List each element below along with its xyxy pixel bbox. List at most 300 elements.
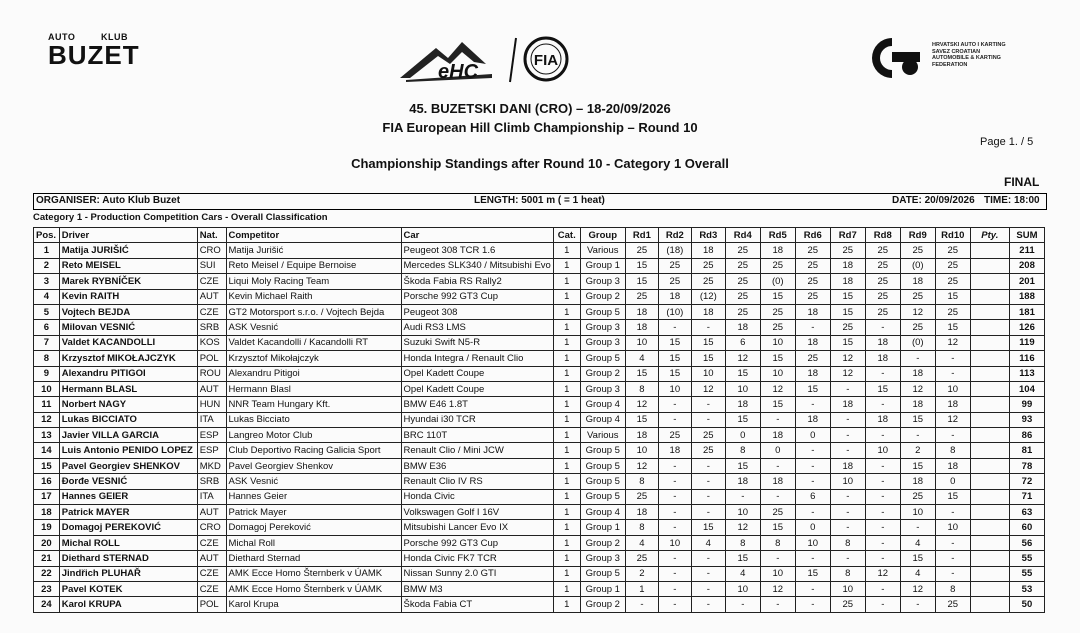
pos-cell: 15	[34, 458, 60, 473]
col-header: SUM	[1009, 228, 1044, 243]
round-points-cell: -	[865, 474, 900, 489]
page-number: Page 1. / 5	[980, 136, 1034, 148]
logo-buzet-text: BUZET	[48, 40, 140, 70]
round-points-cell: 2	[900, 443, 935, 458]
round-points-cell: 15	[625, 412, 658, 427]
date-text: DATE: 20/09/2026	[892, 195, 975, 206]
group-cell: Group 2	[580, 289, 625, 304]
table-row	[34, 535, 1045, 550]
nat-cell: KOS	[197, 335, 226, 350]
round-points-cell: 4	[900, 535, 935, 550]
penalty-cell	[970, 443, 1009, 458]
logo-auto-text: AUTO	[48, 32, 76, 42]
round-points-cell: -	[760, 551, 795, 566]
round-points-cell: -	[625, 597, 658, 612]
round-points-cell: 15	[725, 551, 760, 566]
logo-klub-text: KLUB	[101, 32, 128, 42]
table-row	[34, 366, 1045, 381]
table-row	[34, 505, 1045, 520]
round-points-cell: -	[691, 474, 725, 489]
group-cell: Group 5	[580, 304, 625, 319]
driver-cell: Karol KRUPA	[59, 597, 197, 612]
round-points-cell: 18	[691, 304, 725, 319]
length-text: LENGTH: 5001 m ( = 1 heat)	[474, 195, 605, 206]
table-row	[34, 258, 1045, 273]
round-points-cell: 25	[658, 428, 691, 443]
round-points-cell: 18	[691, 243, 725, 258]
round-points-cell: -	[830, 443, 865, 458]
group-cell: Group 1	[580, 258, 625, 273]
round-points-cell: 15	[935, 320, 970, 335]
round-points-cell: 10	[760, 566, 795, 581]
round-points-cell: 25	[935, 597, 970, 612]
pos-cell: 10	[34, 381, 60, 396]
round-points-cell: 15	[691, 520, 725, 535]
round-points-cell: -	[830, 505, 865, 520]
round-points-cell: 8	[935, 443, 970, 458]
car-cell: Honda Civic FK7 TCR	[401, 551, 553, 566]
col-header: Rd1	[625, 228, 658, 243]
round-points-cell: 25	[725, 289, 760, 304]
round-points-cell: -	[865, 581, 900, 596]
round-points-cell: -	[900, 520, 935, 535]
penalty-cell	[970, 274, 1009, 289]
final-status: FINAL	[1004, 175, 1040, 189]
round-points-cell: 10	[725, 381, 760, 396]
round-points-cell: 10	[935, 520, 970, 535]
car-cell: Opel Kadett Coupe	[401, 381, 553, 396]
round-points-cell: 25	[935, 243, 970, 258]
pos-cell: 7	[34, 335, 60, 350]
table-row	[34, 597, 1045, 612]
round-points-cell: 15	[900, 551, 935, 566]
round-points-cell: 12	[760, 381, 795, 396]
competitor-cell: Domagoj Pereković	[226, 520, 401, 535]
round-points-cell: 8	[830, 566, 865, 581]
round-points-cell: 18	[900, 366, 935, 381]
driver-cell: Luis Antonio PENIDO LOPEZ	[59, 443, 197, 458]
car-cell: Renault Clio IV RS	[401, 474, 553, 489]
round-points-cell: 12	[900, 581, 935, 596]
pos-cell: 11	[34, 397, 60, 412]
competitor-cell: AMK Ecce Homo Šternberk v ÚAMK	[226, 566, 401, 581]
driver-cell: Alexandru PITIGOI	[59, 366, 197, 381]
round-points-cell: -	[658, 458, 691, 473]
round-points-cell: 18	[795, 304, 830, 319]
table-header-row	[34, 228, 1045, 243]
col-header: Group	[580, 228, 625, 243]
round-points-cell: 6	[725, 335, 760, 350]
round-points-cell: -	[658, 551, 691, 566]
round-points-cell: 10	[900, 505, 935, 520]
col-header: Rd4	[725, 228, 760, 243]
round-points-cell: 15	[691, 351, 725, 366]
round-points-cell: -	[865, 428, 900, 443]
group-cell: Various	[580, 243, 625, 258]
championship-title: FIA European Hill Climb Championship – Round 10	[382, 120, 698, 135]
round-points-cell: 8	[725, 535, 760, 550]
car-cell: Mitsubishi Lancer Evo IX	[401, 520, 553, 535]
cat-cell: 1	[553, 581, 580, 596]
penalty-cell	[970, 366, 1009, 381]
competitor-cell: Reto Meisel / Equipe Bernoise	[226, 258, 401, 273]
round-points-cell: 4	[625, 351, 658, 366]
sum-cell: 53	[1009, 581, 1044, 596]
round-points-cell: -	[830, 412, 865, 427]
table-row	[34, 335, 1045, 350]
round-points-cell: -	[830, 551, 865, 566]
pos-cell: 2	[34, 258, 60, 273]
nat-cell: SRB	[197, 474, 226, 489]
sum-cell: 55	[1009, 551, 1044, 566]
nat-cell: POL	[197, 597, 226, 612]
car-cell: BRC 110T	[401, 428, 553, 443]
driver-cell: Valdet KACANDOLLI	[59, 335, 197, 350]
table-row	[34, 289, 1045, 304]
round-points-cell: 25	[865, 258, 900, 273]
category-title: Category 1 - Production Competition Cars - Overall Classification	[33, 212, 328, 223]
sum-cell: 211	[1009, 243, 1044, 258]
sum-cell: 188	[1009, 289, 1044, 304]
round-points-cell: 10	[760, 335, 795, 350]
round-points-cell: 10	[658, 381, 691, 396]
penalty-cell	[970, 381, 1009, 396]
time-text: TIME: 18:00	[984, 195, 1040, 206]
round-points-cell: (12)	[691, 289, 725, 304]
round-points-cell: 18	[830, 458, 865, 473]
round-points-cell: -	[795, 505, 830, 520]
table-row	[34, 551, 1045, 566]
round-points-cell: -	[658, 397, 691, 412]
federation-emblem-icon	[862, 34, 924, 80]
penalty-cell	[970, 566, 1009, 581]
cat-cell: 1	[553, 274, 580, 289]
pos-cell: 13	[34, 428, 60, 443]
round-points-cell: 18	[900, 274, 935, 289]
competitor-cell: Pavel Georgiev Shenkov	[226, 458, 401, 473]
cat-cell: 1	[553, 366, 580, 381]
round-points-cell: -	[865, 520, 900, 535]
group-cell: Group 1	[580, 581, 625, 596]
competitor-cell: Valdet Kacandolli / Kacandolli RT	[226, 335, 401, 350]
driver-cell: Domagoj PEREKOVIĆ	[59, 520, 197, 535]
sum-cell: 126	[1009, 320, 1044, 335]
round-points-cell: 25	[760, 505, 795, 520]
round-points-cell: 25	[691, 443, 725, 458]
nat-cell: ITA	[197, 412, 226, 427]
round-points-cell: -	[658, 520, 691, 535]
round-points-cell: 25	[760, 304, 795, 319]
pos-cell: 5	[34, 304, 60, 319]
round-points-cell: 8	[625, 381, 658, 396]
round-points-cell: 15	[865, 381, 900, 396]
round-points-cell: 15	[830, 289, 865, 304]
pos-cell: 20	[34, 535, 60, 550]
round-points-cell: 18	[625, 304, 658, 319]
round-points-cell: 25	[625, 289, 658, 304]
nat-cell: ESP	[197, 443, 226, 458]
round-points-cell: 15	[691, 335, 725, 350]
standings-title: Championship Standings after Round 10 - Category 1 Overall	[351, 156, 729, 171]
round-points-cell: 4	[900, 566, 935, 581]
group-cell: Group 5	[580, 566, 625, 581]
auto-klub-buzet-logo	[48, 32, 140, 88]
round-points-cell: 15	[725, 412, 760, 427]
round-points-cell: 15	[935, 489, 970, 504]
car-cell: Suzuki Swift N5-R	[401, 335, 553, 350]
round-points-cell: -	[658, 412, 691, 427]
car-cell: BMW E46 1.8T	[401, 397, 553, 412]
round-points-cell: 10	[625, 335, 658, 350]
penalty-cell	[970, 520, 1009, 535]
pos-cell: 12	[34, 412, 60, 427]
competitor-cell: Liqui Moly Racing Team	[226, 274, 401, 289]
driver-cell: Vojtech BEJDA	[59, 304, 197, 319]
sum-cell: 71	[1009, 489, 1044, 504]
sum-cell: 63	[1009, 505, 1044, 520]
round-points-cell: 12	[900, 381, 935, 396]
cat-cell: 1	[553, 458, 580, 473]
nat-cell: AUT	[197, 289, 226, 304]
cat-cell: 1	[553, 489, 580, 504]
car-cell: Hyundai i30 TCR	[401, 412, 553, 427]
group-cell: Group 5	[580, 458, 625, 473]
nat-cell: HUN	[197, 397, 226, 412]
col-header: Car	[401, 228, 553, 243]
cat-cell: 1	[553, 535, 580, 550]
sum-cell: 113	[1009, 366, 1044, 381]
hakms-logo	[862, 34, 1022, 84]
round-points-cell: -	[935, 505, 970, 520]
col-header: Nat.	[197, 228, 226, 243]
round-points-cell: 18	[795, 412, 830, 427]
cat-cell: 1	[553, 474, 580, 489]
standings-table	[33, 227, 1045, 613]
round-points-cell: 10	[760, 366, 795, 381]
round-points-cell: -	[691, 458, 725, 473]
car-cell: Porsche 992 GT3 Cup	[401, 289, 553, 304]
round-points-cell: 18	[625, 320, 658, 335]
round-points-cell: 0	[760, 443, 795, 458]
round-points-cell: 0	[795, 520, 830, 535]
round-points-cell: 25	[935, 274, 970, 289]
driver-cell: Krzysztof MIKOŁAJCZYK	[59, 351, 197, 366]
round-points-cell: 10	[830, 581, 865, 596]
driver-cell: Matija JURIŠIĆ	[59, 243, 197, 258]
round-points-cell: 10	[795, 535, 830, 550]
round-points-cell: -	[935, 535, 970, 550]
competitor-cell: GT2 Motorsport s.r.o. / Vojtech Bejda	[226, 304, 401, 319]
round-points-cell: 12	[625, 397, 658, 412]
sum-cell: 201	[1009, 274, 1044, 289]
driver-cell: Pavel KOTEK	[59, 581, 197, 596]
car-cell: Porsche 992 GT3 Cup	[401, 535, 553, 550]
sum-cell: 119	[1009, 335, 1044, 350]
penalty-cell	[970, 320, 1009, 335]
round-points-cell: 25	[865, 289, 900, 304]
round-points-cell: -	[795, 458, 830, 473]
penalty-cell	[970, 505, 1009, 520]
group-cell: Group 3	[580, 320, 625, 335]
cat-cell: 1	[553, 428, 580, 443]
car-cell: Volkswagen Golf I 16V	[401, 505, 553, 520]
round-points-cell: 25	[795, 258, 830, 273]
penalty-cell	[970, 258, 1009, 273]
round-points-cell: 4	[625, 535, 658, 550]
sum-cell: 81	[1009, 443, 1044, 458]
round-points-cell: 8	[935, 581, 970, 596]
round-points-cell: -	[935, 366, 970, 381]
competitor-cell: Hannes Geier	[226, 489, 401, 504]
table-row	[34, 351, 1045, 366]
round-points-cell: 25	[935, 258, 970, 273]
round-points-cell: 4	[725, 566, 760, 581]
round-points-cell: 18	[725, 397, 760, 412]
sum-cell: 72	[1009, 474, 1044, 489]
round-points-cell: 8	[830, 535, 865, 550]
round-points-cell: 18	[760, 243, 795, 258]
round-points-cell: 18	[900, 474, 935, 489]
ehc-text: eHC	[438, 61, 479, 83]
penalty-cell	[970, 474, 1009, 489]
round-points-cell: 25	[900, 489, 935, 504]
round-points-cell: (0)	[900, 335, 935, 350]
round-points-cell: 8	[760, 535, 795, 550]
round-points-cell: -	[725, 597, 760, 612]
round-points-cell: 25	[625, 243, 658, 258]
round-points-cell: -	[830, 381, 865, 396]
driver-cell: Diethard STERNAD	[59, 551, 197, 566]
round-points-cell: -	[725, 489, 760, 504]
round-points-cell: 18	[625, 428, 658, 443]
round-points-cell: -	[691, 597, 725, 612]
round-points-cell: -	[691, 551, 725, 566]
round-points-cell: 25	[795, 243, 830, 258]
col-header: Rd8	[865, 228, 900, 243]
cat-cell: 1	[553, 243, 580, 258]
competitor-cell: ASK Vesnić	[226, 320, 401, 335]
round-points-cell: -	[795, 581, 830, 596]
round-points-cell: -	[795, 320, 830, 335]
organiser-text: ORGANISER: Auto Klub Buzet	[36, 195, 181, 206]
table-row	[34, 274, 1045, 289]
round-points-cell: 15	[725, 366, 760, 381]
penalty-cell	[970, 412, 1009, 427]
col-header: Rd5	[760, 228, 795, 243]
round-points-cell: 15	[725, 458, 760, 473]
group-cell: Various	[580, 428, 625, 443]
table-row	[34, 243, 1045, 258]
sum-cell: 55	[1009, 566, 1044, 581]
round-points-cell: -	[795, 474, 830, 489]
penalty-cell	[970, 535, 1009, 550]
car-cell: Mercedes SLK340 / Mitsubishi Evo	[401, 258, 553, 273]
round-points-cell: 12	[830, 366, 865, 381]
col-header: Rd10	[935, 228, 970, 243]
cat-cell: 1	[553, 320, 580, 335]
competitor-cell: Michal Roll	[226, 535, 401, 550]
round-points-cell: 15	[795, 381, 830, 396]
round-points-cell: -	[658, 489, 691, 504]
nat-cell: MKD	[197, 458, 226, 473]
round-points-cell: -	[795, 397, 830, 412]
sum-cell: 86	[1009, 428, 1044, 443]
round-points-cell: 18	[865, 351, 900, 366]
round-points-cell: 25	[865, 304, 900, 319]
nat-cell: ITA	[197, 489, 226, 504]
nat-cell: AUT	[197, 381, 226, 396]
round-points-cell: 15	[625, 274, 658, 289]
penalty-cell	[970, 597, 1009, 612]
col-header: Cat.	[553, 228, 580, 243]
round-points-cell: 18	[795, 366, 830, 381]
sum-cell: 56	[1009, 535, 1044, 550]
penalty-cell	[970, 397, 1009, 412]
driver-cell: Marek RYBNÍČEK	[59, 274, 197, 289]
round-points-cell: 25	[865, 274, 900, 289]
driver-cell: Lukas BICCIATO	[59, 412, 197, 427]
col-header: Rd2	[658, 228, 691, 243]
cat-cell: 1	[553, 443, 580, 458]
pos-cell: 4	[34, 289, 60, 304]
round-points-cell: 18	[865, 335, 900, 350]
round-points-cell: (0)	[900, 258, 935, 273]
round-points-cell: -	[691, 412, 725, 427]
nat-cell: SUI	[197, 258, 226, 273]
round-points-cell: 10	[725, 581, 760, 596]
table-row	[34, 474, 1045, 489]
group-cell: Group 2	[580, 366, 625, 381]
driver-cell: Patrick MAYER	[59, 505, 197, 520]
round-points-cell: 18	[725, 320, 760, 335]
round-points-cell: 25	[900, 289, 935, 304]
group-cell: Group 5	[580, 443, 625, 458]
pos-cell: 19	[34, 520, 60, 535]
round-points-cell: -	[658, 597, 691, 612]
driver-cell: Milovan VESNIĆ	[59, 320, 197, 335]
round-points-cell: -	[830, 489, 865, 504]
car-cell: Honda Civic	[401, 489, 553, 504]
penalty-cell	[970, 243, 1009, 258]
sum-cell: 78	[1009, 458, 1044, 473]
round-points-cell: (10)	[658, 304, 691, 319]
round-points-cell: -	[935, 351, 970, 366]
competitor-cell: Hermann Blasl	[226, 381, 401, 396]
round-points-cell: 0	[935, 474, 970, 489]
federation-name-text: HRVATSKI AUTO I KARTING SAVEZ CROATIAN AUTOMOBILE & KARTING FEDERATION	[932, 42, 1006, 68]
car-cell: BMW M3	[401, 581, 553, 596]
cat-cell: 1	[553, 258, 580, 273]
car-cell: Nissan Sunny 2.0 GTI	[401, 566, 553, 581]
pos-cell: 23	[34, 581, 60, 596]
round-points-cell: -	[865, 320, 900, 335]
round-points-cell: 15	[658, 366, 691, 381]
round-points-cell: 18	[725, 474, 760, 489]
round-points-cell: 10	[625, 443, 658, 458]
round-points-cell: -	[830, 428, 865, 443]
round-points-cell: 25	[830, 597, 865, 612]
round-points-cell: 25	[625, 489, 658, 504]
driver-cell: Kevin RAITH	[59, 289, 197, 304]
round-points-cell: 15	[760, 289, 795, 304]
table-row	[34, 581, 1045, 596]
round-points-cell: 15	[795, 566, 830, 581]
nat-cell: AUT	[197, 505, 226, 520]
round-points-cell: 18	[865, 412, 900, 427]
penalty-cell	[970, 351, 1009, 366]
cat-cell: 1	[553, 289, 580, 304]
round-points-cell: 10	[935, 381, 970, 396]
